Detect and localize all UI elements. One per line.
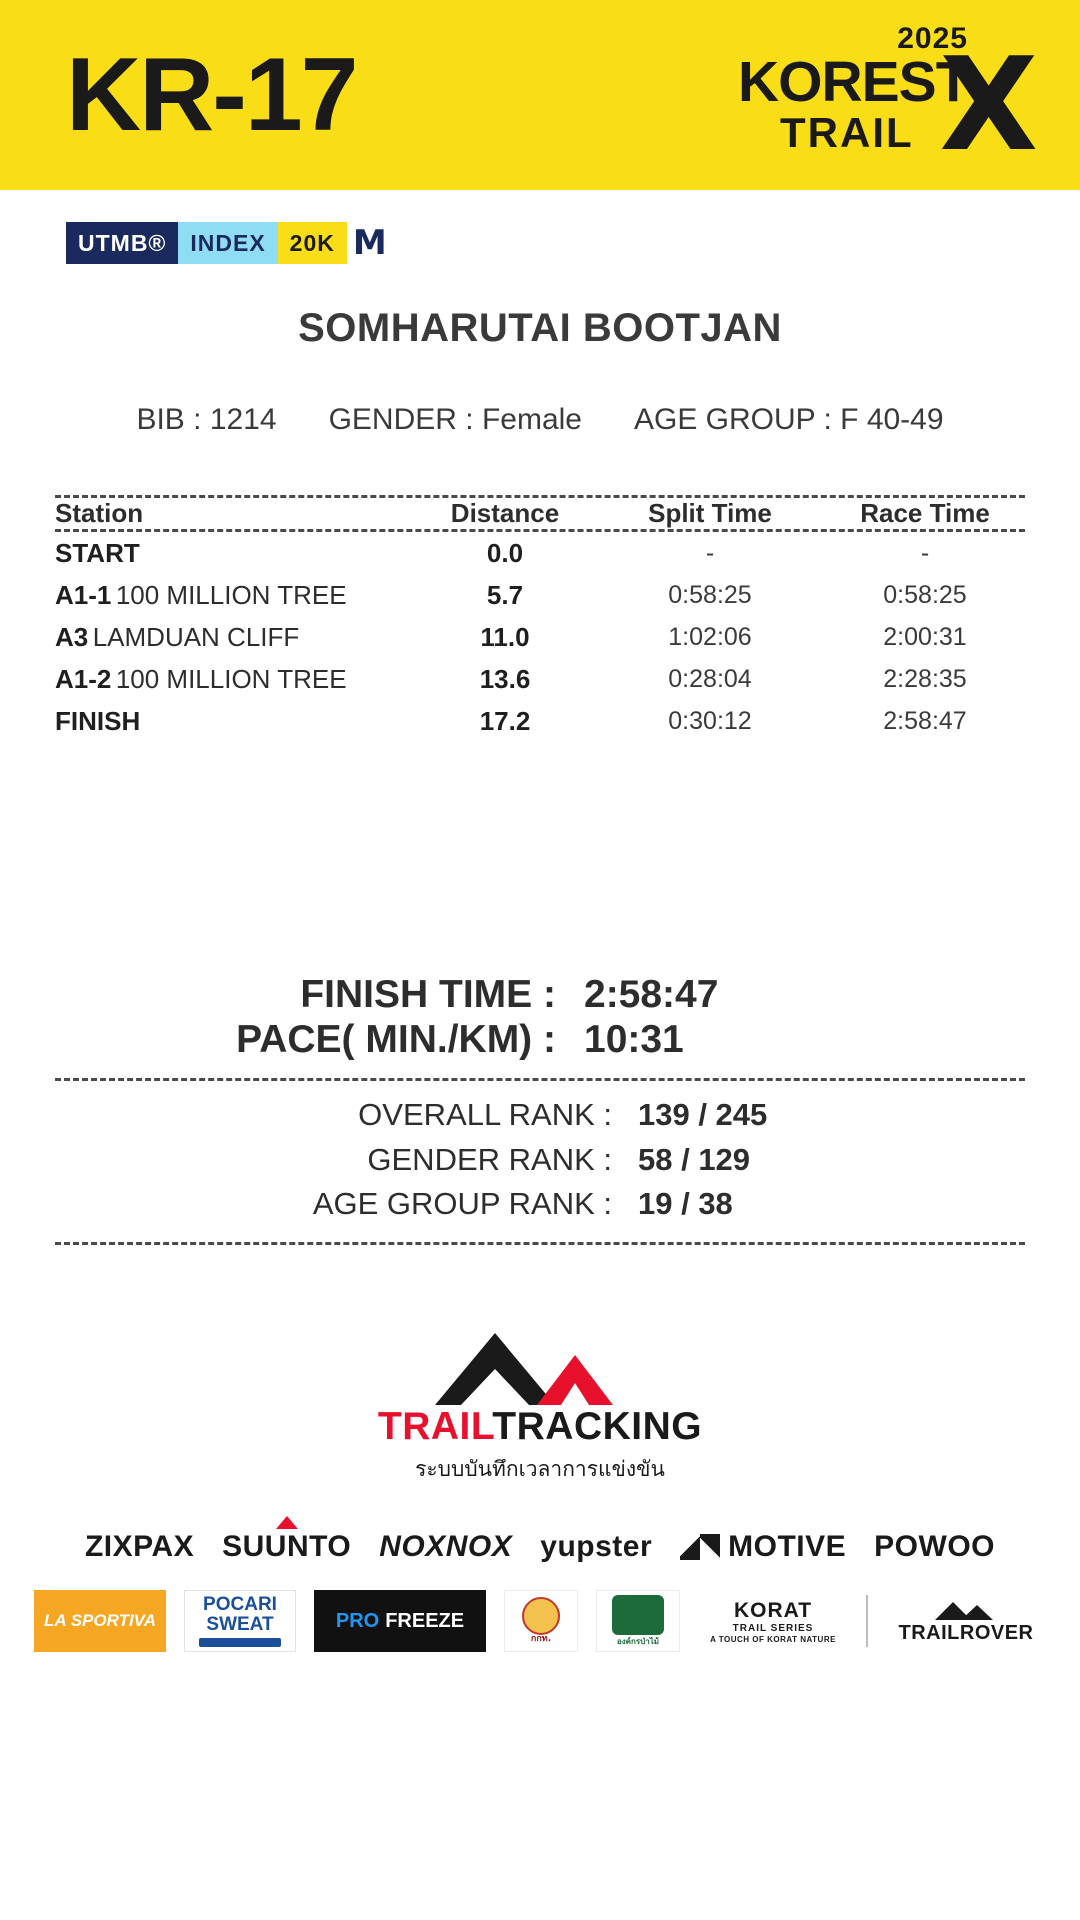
station-cell xyxy=(0,574,415,616)
sponsor-emblem-kkt xyxy=(504,1590,578,1652)
sponsor-korat-trail-series xyxy=(698,1590,848,1652)
station-name: 100 MILLION TREE xyxy=(115,579,347,610)
sponsor-zixpax: ZIXPAX xyxy=(84,1530,195,1564)
finish-time-value: 2:58:47 xyxy=(584,973,719,1016)
sponsor-noxnox: NOXNOX xyxy=(379,1530,513,1564)
race-time-cell: - xyxy=(920,538,930,567)
sponsor-la-sportiva: LA SPORTIVA xyxy=(34,1590,166,1652)
trailtracking-logo xyxy=(0,1325,1080,1486)
table-row xyxy=(0,658,1080,700)
row-spacer xyxy=(1025,616,1080,658)
station-name: LAMDUAN CLIFF xyxy=(92,621,300,652)
bib-value: 1214 xyxy=(209,403,277,436)
mountain-icon xyxy=(425,1325,655,1409)
gender-rank-value: 58 / 129 xyxy=(638,1141,751,1177)
split-time-cell: - xyxy=(705,538,715,567)
distance-cell: 13.6 xyxy=(479,663,531,694)
page-header xyxy=(0,0,1080,190)
column-header-station: Station xyxy=(55,498,144,528)
logo-subtitle: ระบบบันทึกเวลาการแข่งขัน xyxy=(415,1457,665,1482)
race-time-cell: 2:28:35 xyxy=(883,664,967,693)
sponsor-pocari-sweat xyxy=(184,1590,296,1652)
split-time-cell: 1:02:06 xyxy=(668,622,752,651)
trailrover-word: TRAILROVER xyxy=(898,1621,1034,1644)
age-group-rank-value: 19 / 38 xyxy=(638,1186,733,1222)
gender-rank-label: GENDER RANK : xyxy=(367,1141,612,1177)
emblem-label: กกท. xyxy=(530,1634,552,1645)
station-name: 100 MILLION TREE xyxy=(115,663,347,694)
table-row xyxy=(0,616,1080,658)
brand-trail: TRAIL xyxy=(780,109,914,156)
splits-body xyxy=(0,532,1080,742)
overall-rank-value: 139 / 245 xyxy=(638,1097,768,1133)
shield-label: องค์กรป่าไม้ xyxy=(616,1636,660,1646)
overall-rank-label: OVERALL RANK : xyxy=(358,1097,612,1133)
overall-rank-row xyxy=(0,1095,1080,1135)
row-spacer xyxy=(1025,658,1080,700)
age-group-value: F 40-49 xyxy=(840,403,944,436)
summary-section xyxy=(0,972,1080,1245)
utmb-distance-label: 20K xyxy=(278,222,347,264)
korat-mid: TRAIL SERIES xyxy=(732,1623,814,1635)
pocari-line1: POCARI xyxy=(203,1594,277,1616)
utmb-mark: UTMB® xyxy=(66,222,178,264)
trailtracking-wordmark xyxy=(0,1405,1080,1449)
station-cell xyxy=(0,658,415,700)
station-cell xyxy=(0,532,415,574)
korat-bot: A TOUCH OF KORAT NATURE xyxy=(710,1634,836,1644)
splits-table-section xyxy=(0,495,1080,742)
utmb-index-badge xyxy=(66,222,1080,264)
finish-time-row xyxy=(0,972,1080,1017)
emblem-icon xyxy=(522,1597,560,1635)
gender-value: Female xyxy=(481,403,582,436)
korat-top: KORAT xyxy=(733,1598,813,1622)
pace-value: 10:31 xyxy=(584,1018,684,1062)
row-spacer xyxy=(1025,700,1080,742)
sponsor-motive: MOTIVE xyxy=(728,1530,847,1564)
pace-row xyxy=(0,1017,1080,1062)
race-time-cell: 0:58:25 xyxy=(883,580,967,609)
sponsor-pro-freeze xyxy=(314,1590,486,1652)
age-group-rank-label: AGE GROUP RANK : xyxy=(312,1186,612,1222)
split-time-cell: 0:58:25 xyxy=(668,580,752,609)
utmb-category-label: M xyxy=(347,222,393,264)
motive-mark-icon xyxy=(680,1534,720,1560)
table-row xyxy=(0,700,1080,742)
sponsor-motive-wrap xyxy=(680,1530,846,1564)
athlete-meta-row xyxy=(0,403,1080,437)
race-code: KR-17 xyxy=(66,37,357,153)
distance-cell: 5.7 xyxy=(486,579,524,610)
station-code: START xyxy=(55,537,140,568)
sponsor-forest-shield xyxy=(596,1590,680,1652)
row-spacer xyxy=(1025,532,1080,574)
logo-part-tracking: TRACKING xyxy=(492,1405,703,1449)
split-time-cell: 0:30:12 xyxy=(668,706,752,735)
station-cell xyxy=(0,700,415,742)
logo-part-trail: TRAIL xyxy=(377,1405,493,1449)
station-code: A1-2 xyxy=(55,663,112,694)
splits-header-row xyxy=(0,498,1080,529)
sponsor-row-primary xyxy=(0,1530,1080,1564)
profreeze-pro: PRO xyxy=(335,1609,380,1632)
brand-x-icon: X xyxy=(939,31,1038,180)
row-spacer xyxy=(1025,574,1080,616)
gender-field xyxy=(329,403,582,437)
profreeze-freeze: FREEZE xyxy=(385,1609,465,1632)
race-time-cell: 2:58:47 xyxy=(883,706,967,735)
station-code: FINISH xyxy=(55,705,141,736)
age-group-field xyxy=(634,403,944,437)
bib-label: BIB : xyxy=(136,403,202,436)
pocari-line2: SWEAT xyxy=(206,1614,274,1636)
suunto-triangle-icon xyxy=(276,1516,298,1529)
shield-icon xyxy=(612,1595,664,1635)
distance-cell: 0.0 xyxy=(486,537,524,568)
column-header-distance: Distance xyxy=(450,498,560,528)
trailrover-mountain-icon xyxy=(931,1598,1001,1622)
athlete-name: SOMHARUTAI BOOTJAN xyxy=(298,306,782,350)
distance-cell: 17.2 xyxy=(479,705,531,736)
station-code: A1-1 xyxy=(55,579,112,610)
table-row xyxy=(0,532,1080,574)
sponsor-powoo: POWOO xyxy=(874,1530,996,1564)
ranks-list xyxy=(0,1095,1080,1224)
sponsor-suunto-wrap xyxy=(222,1530,351,1564)
table-row xyxy=(0,574,1080,616)
brand-year: 2025 xyxy=(897,22,968,55)
gender-rank-row xyxy=(0,1140,1080,1180)
divider-below-ranks xyxy=(55,1242,1025,1245)
station-cell xyxy=(0,616,415,658)
age-group-label: AGE GROUP : xyxy=(633,403,832,436)
pace-label: PACE( MIN./KM) : xyxy=(236,1018,556,1062)
sponsor-trailrover xyxy=(886,1590,1046,1652)
utmb-index-label: INDEX xyxy=(178,222,277,264)
divider-above-ranks xyxy=(55,1078,1025,1081)
split-time-cell: 0:28:04 xyxy=(668,664,752,693)
age-group-rank-row xyxy=(0,1184,1080,1224)
gender-label: GENDER : xyxy=(328,403,474,436)
finish-time-label: FINISH TIME : xyxy=(300,973,556,1016)
sponsor-suunto: SUUNTO xyxy=(222,1530,352,1564)
pocari-wave-icon xyxy=(199,1638,281,1647)
column-header-split-time: Split Time xyxy=(648,498,772,528)
bib-field xyxy=(136,403,276,437)
column-header-spacer xyxy=(1025,498,1080,529)
event-brand-logo xyxy=(738,22,1038,180)
race-time-cell: 2:00:31 xyxy=(883,622,967,651)
station-code: A3 xyxy=(55,621,89,652)
brand-korest: KOREST xyxy=(738,50,970,114)
column-header-race-time: Race Time xyxy=(860,498,990,528)
sponsor-yupster: yupster xyxy=(540,1530,653,1564)
splits-table xyxy=(0,498,1080,529)
sponsor-divider xyxy=(866,1595,868,1647)
distance-cell: 11.0 xyxy=(480,621,530,652)
sponsor-row-secondary xyxy=(0,1590,1080,1652)
